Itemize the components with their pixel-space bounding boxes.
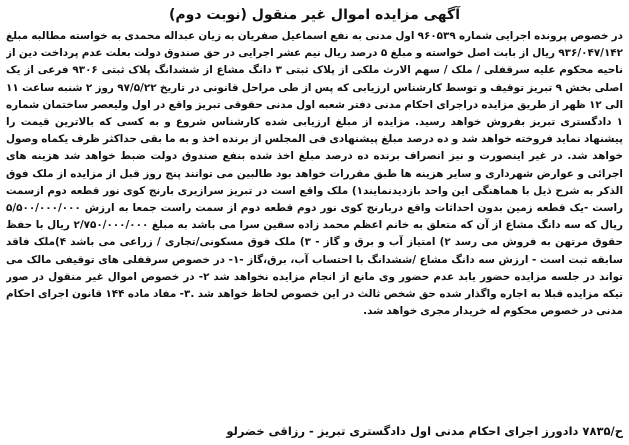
- notice-title: آگهی مزایده اموال غیر منقول (نوبت دوم): [169, 7, 460, 23]
- notice-signature: ح/۷۸۳۵ دادورز اجرای احکام مدنی اول دادگستری تبریز - رزاقی خضرلو: [226, 424, 623, 438]
- auction-notice: [6, 4, 623, 441]
- notice-body: در خصوص پرونده اجرایی شماره ۹۶۰۵۳۹ اول مدنی به نفع اسماعیل صفریان به زیان عبداله محمدی به خواسته مطالبه مبلغ ۹۳۶/۰۴۷/۱۴۲ ریال از بابت اصل خواسته و مبلغ ۵ درصد ریال نیم عشر اجرایی در حق صندوق دولت بعلت عدم پرداخت دین از ناحیه محکوم علیه سرقفلی / ملک / سهم الارث ملکی از پلاک ثبتی ۳ دانگ مشاع از ششدانگ پلاک ثبتی ۹۳۰۶ فرعی از یک اصلی بخش ۹ تبریز توقیف و توسط کارشناس ارزیابی که پس از طی مراحل قانونی در تاریخ ۹۷/۵/۲۲ روز ۲ شنبه ساعت ۱۱ الی ۱۲ ظهر از طریق مزایده دراجرای احکام مدنی دفتر شعبه اول مدنی حقوقی تبریز واقع در اول ولیعصر ساختمان شماره ۱ دادگستری تبریز بفروش خواهد رسید. مزایده از مبلغ ارزیابی شده کارشناس شروع و به کسی که بالاترین قیمت را پیشنهاد نماید فروخته خواهد شد و ده درصد مبلغ پیشنهادی فی المجلس از برنده اخذ و به ما بقی حداکثر ظرف یکماه وصول خواهد شد. در غیر اینصورت و نیز انصراف برنده ده درصد مبلغ اخذ شده بنفع صندوق دولت ضبط خواهد شد هزینه های اجرائی و عوارض شهرداری و سایر هزینه ها طبق مقررات خواهد بود طالبین می توانند پنج روز قبل از مزایده از ملک فوق الذکر به شرح ذیل با هماهنگی این واحد بازدیدنمایند۱) ملک واقع است در تبریز سرازیری بارنج کوی نور قطعه دوم ازسمت راست -یک قطعه زمین بدون احداثات واقع دربارنج کوی نور دوم قطعه دوم از سمت راست جمعا به ارزش ۵/۵۰۰/۰۰۰/۰۰۰ ریال که سه دانگ مشاع از آن که متعلق به خانم اعظم محمد زاده سقین سرا می باشد به مبلغ ۲/۷۵۰/۰۰۰/۰۰۰ ریال با حفظ حقوق مرتهن به فروش می رسد ۲) امتیاز آب و برق و گاز - ۳) ملک فوق مسکونی/تجاری / زراعی می باشد ۴)ملک فاقد سابقه ثبت است - ارزش سه دانگ مشاع /ششدانگ با احتساب آب، برق،گاز -۱- در خصوص سرقفلی های توقیفی مالک می تواند در جلسه مزایده حضور یابد عدم حضور وی مانع از انجام مزایده نخواهد شد ۲- در خصوص اموال غیر منقول در صور تیکه مزایده قبلا به اجاره واگذار شده حق شخص ثالث در این خصوص لحاظ خواهد شد .۳- مفاد ماده ۱۴۴ قانون اجرای احکام مدنی در خصوص محکوم له خریدار مجری خواهد شد.: [6, 30, 623, 318]
